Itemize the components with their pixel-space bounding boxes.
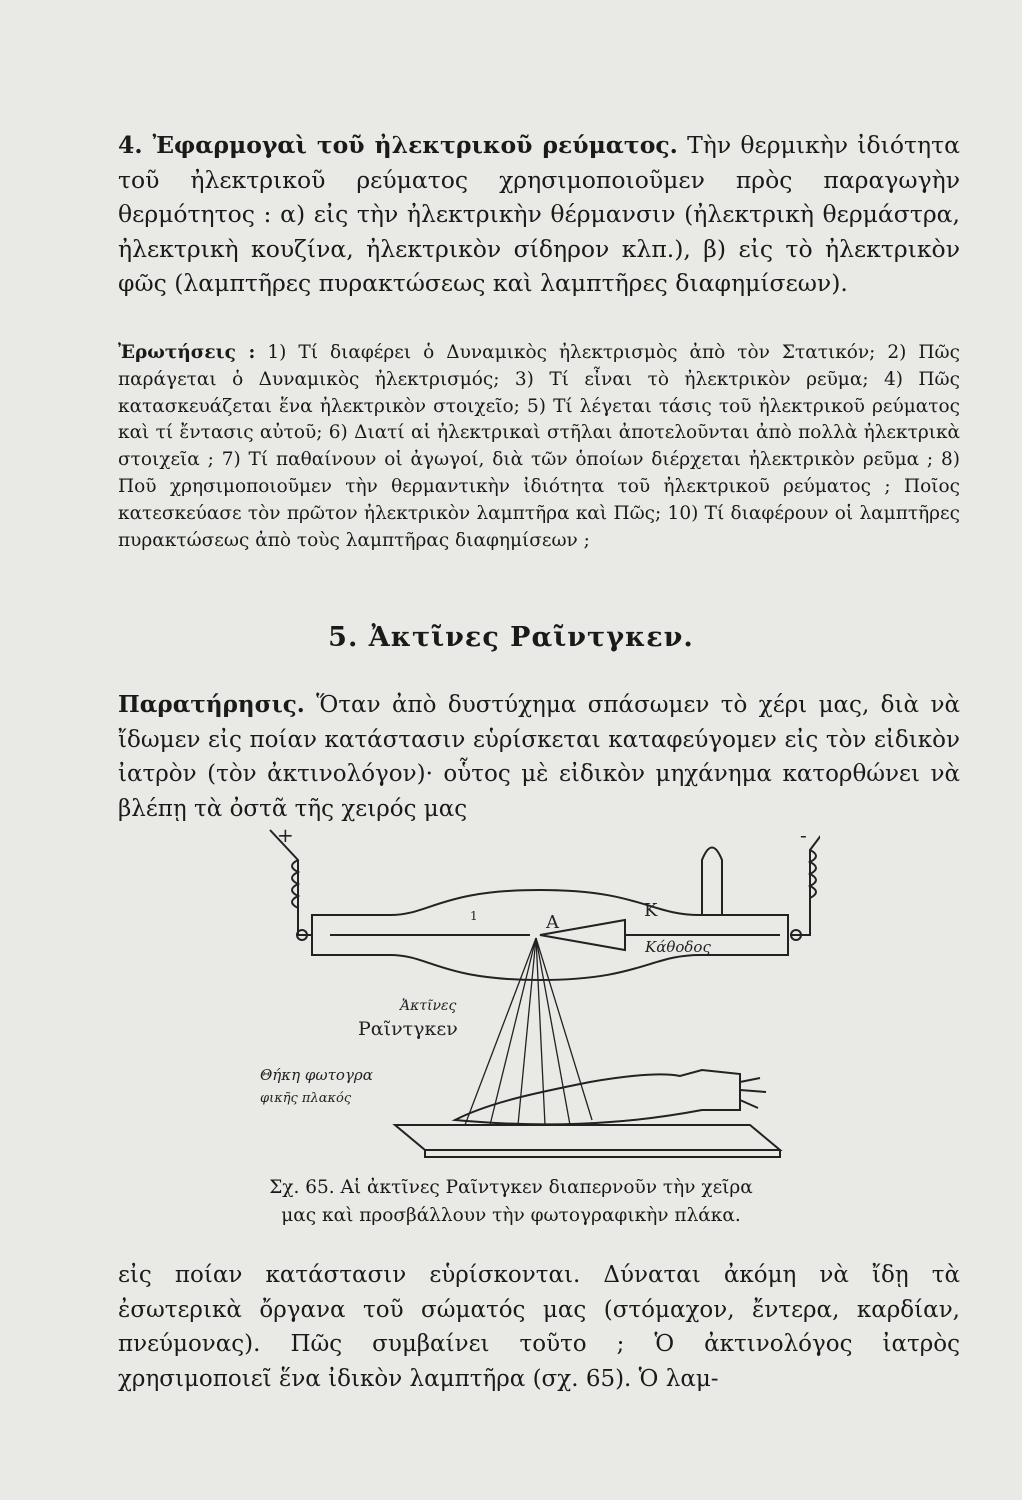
xray-tube-figure	[240, 820, 820, 1160]
observation-text: Ὅταν ἀπὸ δυστύχημα σπάσωμεν τὸ χέρι μας, διὰ νὰ ἴδωμεν εἰς ποίαν κατάστασιν εὑρίσκεται καταφεύγομεν εἰς τὸν εἰδικὸν ἰατρὸν (τὸν ἀκτινολόγον)· οὗτος μὲ εἰδικὸν μηχάνημα κατορθώνει νὰ βλέπῃ τὰ ὀστᾶ τῆς χειρός μας	[118, 692, 960, 822]
tube-tip	[702, 848, 722, 916]
section-4-text: Τὴν θερμικὴν ἰδιότητα τοῦ ἠλεκτρικοῦ ρεύματος χρησιμοποιοῦμεν πρὸς παραγωγὴν θερμότητος : α) εἰς τὴν ἠλεκτρικὴν θέρμανσιν (ἠλεκτρικὴ θερμάστρα, ἠλεκτρικὴ κουζίνα, ἠλεκτρικὸν σίδηρον κλπ.), β) εἰς τὸ ἠλεκτρικὸν φῶς (λαμπτῆρες πυρακτώσεως καὶ λαμπτῆρες διαφημίσεων).	[118, 131, 960, 297]
section-4-paragraph	[118, 128, 960, 301]
plate-label-line2: φικῆς πλακός	[260, 1091, 352, 1106]
anode-label: A	[546, 912, 559, 933]
questions-paragraph	[118, 340, 960, 554]
rays-label-line2: Ραῖντγκεν	[358, 1018, 458, 1040]
cathode-label: Κάθοδος	[645, 938, 711, 956]
observation-paragraph	[118, 688, 960, 826]
section-5-heading: 5. Ἀκτῖνες Ραῖντγκεν.	[328, 622, 694, 653]
observation-heading: Παρατήρησις.	[118, 691, 305, 718]
photo-plate	[395, 1125, 780, 1150]
figure-caption-line1: Σχ. 65. Αἱ ἀκτῖνες Ραῖντγκεν διαπερνοῦν τὴν χεῖρα	[269, 1177, 753, 1198]
plate-label-line1: Θήκη φωτογρα	[260, 1066, 373, 1084]
rays-label-line1: Ἀκτῖνες	[400, 998, 457, 1014]
continuation-paragraph: εἰς ποίαν κατάστασιν εὑρίσκονται. Δύναται ἀκόμη νὰ ἴδῃ τὰ ἐσωτερικὰ ὄργανα τοῦ σώματός μας (στόμαχον, ἔντερα, καρδίαν, πνεύμονας). Πῶς συμβαίνει τοῦτο ; Ὁ ἀκτινολόγος ἰατρὸς χρησιμοποιεῖ ἕνα ἰδικὸν λαμπτῆρα (σχ. 65). Ὁ λαμ-	[118, 1262, 960, 1392]
tube-mark: 1	[470, 909, 478, 923]
xray-beams	[465, 938, 592, 1125]
hand-outline	[455, 1070, 740, 1124]
plus-sign: +	[277, 823, 294, 847]
questions-text: 1) Τί διαφέρει ὁ Δυναμικὸς ἠλεκτρισμὸς ἀπὸ τὸν Στατικόν; 2) Πῶς παράγεται ὁ Δυναμικὸς ἠλεκτρισμός; 3) Τί εἶναι τὸ ἠλεκτρικὸν ρεῦμα; 4) Πῶς κατασκευάζεται ἕνα ἠλεκτρικὸν στοιχεῖο; 5) Τί λέγεται τάσις τοῦ ἠλεκτρικοῦ ρεύματος καὶ τί ἔντασις αὐτοῦ; 6) Διατί αἱ ἠλεκτρικαὶ στῆλαι ἀποτελοῦνται ἀπὸ πολλὰ ἠλεκτρικὰ στοιχεῖα ; 7) Τί παθαίνουν οἱ ἀγωγοί, διὰ τῶν ὁποίων διέρχεται ἠλεκτρικὸν ρεῦμα ; 8) Ποῦ χρησιμοποιοῦμεν τὴν θερμαντικὴν ἰδιότητα τοῦ ἠλεκτρικοῦ ρεύματος ; Ποῖος κατεσκεύασε τὸν πρῶτον ἠλεκτρικὸν λαμπτῆρα καὶ Πῶς; 10) Τί διαφέρουν οἱ λαμπτῆρες πυρακτώσεως ἀπὸ τοὺς λαμπτῆρας διαφημίσεων ;	[118, 342, 960, 551]
section-4-heading: 4. Ἐφαρμογαὶ τοῦ ἠλεκτρικοῦ ρεύματος.	[118, 131, 678, 159]
questions-heading: Ἐρωτήσεις :	[118, 342, 256, 363]
minus-sign: -	[800, 823, 807, 847]
xray-tube-illustration	[240, 820, 820, 1160]
figure-caption-line2: μας καὶ προσβάλλουν τὴν φωτογραφικὴν πλάκα.	[281, 1205, 741, 1226]
cathode-k-label: K	[644, 900, 658, 921]
